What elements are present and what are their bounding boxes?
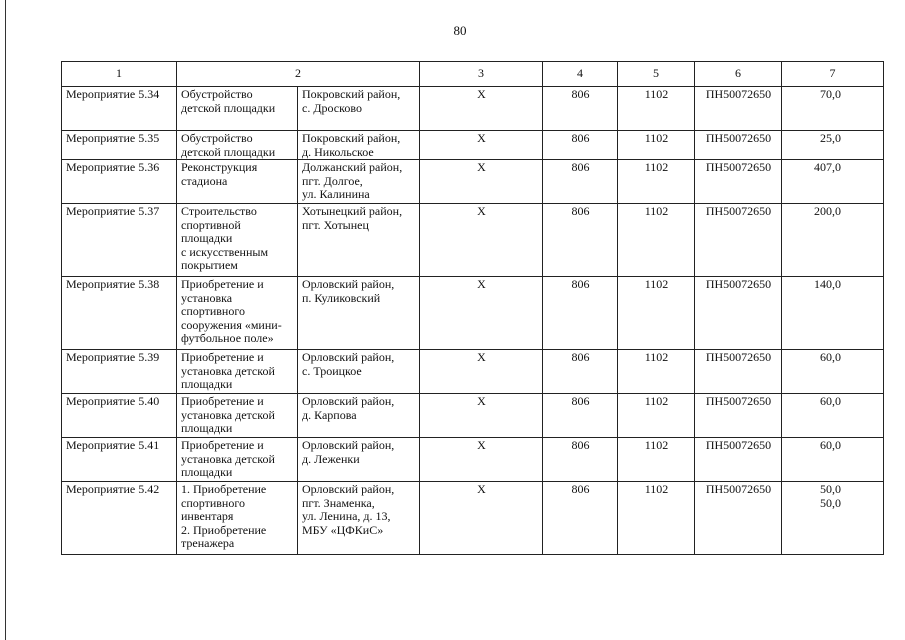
amount-cell — [782, 87, 884, 131]
measure-id-cell: Мероприятие 5.42 — [62, 482, 177, 555]
col5-cell: 1102 — [618, 350, 695, 394]
measure-name-cell-line: Обустройство — [181, 131, 253, 145]
location-cell-line: с. Троицкое — [302, 363, 362, 378]
amount-cell — [782, 277, 884, 350]
measure-id-cell: Мероприятие 5.36 — [62, 160, 177, 204]
col5-cell: 1102 — [618, 438, 695, 482]
location-cell-line: пгт. Хотынец — [302, 217, 369, 232]
measure-id-cell: Мероприятие 5.35 — [62, 131, 177, 160]
left-margin-rule — [5, 0, 6, 640]
location-cell-line: Должанский район, — [302, 160, 403, 174]
measure-name-cell-line: Строительство — [181, 204, 257, 218]
measure-name-cell-line: установка детской — [181, 451, 275, 466]
location-cell-line: пгт. Долгое, — [302, 173, 363, 188]
measure-name-cell-line: инвентаря — [181, 509, 234, 523]
measure-name-cell-line: Приобретение и — [181, 277, 264, 291]
measure-name-cell — [177, 204, 298, 277]
amount-cell — [782, 394, 884, 438]
header-cell: 6 — [695, 62, 782, 87]
col6-cell: ПН50072650 — [695, 482, 782, 555]
location-cell — [298, 204, 420, 277]
col3-cell: Х — [420, 160, 543, 204]
location-cell-line: ул. Калинина — [302, 187, 370, 201]
table-row — [62, 160, 884, 204]
location-cell-line: с. Дросково — [302, 100, 362, 115]
location-cell-line: д. Никольское — [302, 144, 374, 159]
measure-name-cell-line: Реконструкция — [181, 160, 258, 174]
table-row — [62, 277, 884, 350]
measure-name-cell-line: детской площадки — [181, 100, 276, 115]
amount-cell — [782, 204, 884, 277]
col4-cell: 806 — [543, 350, 618, 394]
measure-name-cell-line: площадки — [181, 421, 233, 435]
amount-cell — [782, 160, 884, 204]
measure-name-cell-line: площадки — [181, 465, 233, 479]
col4-cell: 806 — [543, 394, 618, 438]
header-row — [62, 62, 884, 87]
col4-cell: 806 — [543, 131, 618, 160]
measure-name-cell-line: установка детской — [181, 363, 275, 378]
amount-cell-line: 60,0 — [820, 350, 841, 364]
measure-name-cell-line: стадиона — [181, 173, 228, 188]
header-cell: 4 — [543, 62, 618, 87]
measure-id-cell: Мероприятие 5.41 — [62, 438, 177, 482]
location-cell-line: пгт. Знаменка, — [302, 495, 375, 510]
col6-cell: ПН50072650 — [695, 204, 782, 277]
col4-cell: 806 — [543, 160, 618, 204]
col5-cell: 1102 — [618, 482, 695, 555]
amount-cell — [782, 438, 884, 482]
col6-cell: ПН50072650 — [695, 131, 782, 160]
location-cell — [298, 438, 420, 482]
table-row — [62, 438, 884, 482]
measure-id-cell: Мероприятие 5.40 — [62, 394, 177, 438]
location-cell — [298, 160, 420, 204]
col3-cell: Х — [420, 204, 543, 277]
location-cell-line: Орловский район, — [302, 277, 395, 291]
col4-cell: 806 — [543, 438, 618, 482]
measure-name-cell-line: спортивного — [181, 304, 245, 318]
location-cell — [298, 350, 420, 394]
table-row — [62, 482, 884, 555]
location-cell-line: МБУ «ЦФКиС» — [302, 522, 384, 537]
location-cell — [298, 87, 420, 131]
col4-cell: 806 — [543, 87, 618, 131]
location-cell — [298, 394, 420, 438]
measure-name-cell-line: 2. Приобретение — [181, 522, 267, 537]
measure-name-cell-line: спортивного — [181, 495, 245, 510]
header-cell: 3 — [420, 62, 543, 87]
col6-cell: ПН50072650 — [695, 160, 782, 204]
col3-cell: Х — [420, 87, 543, 131]
measure-name-cell-line: Приобретение и — [181, 350, 264, 364]
col6-cell: ПН50072650 — [695, 350, 782, 394]
table-row — [62, 131, 884, 160]
measure-name-cell-line: с искусственным — [181, 244, 269, 259]
amount-cell-line: 50,0 — [820, 482, 841, 496]
amount-cell-line: 70,0 — [820, 87, 841, 101]
location-cell-line: Орловский район, — [302, 350, 395, 364]
col4-cell: 806 — [543, 482, 618, 555]
measure-name-cell-line: установка детской — [181, 407, 275, 422]
measure-id-cell: Мероприятие 5.39 — [62, 350, 177, 394]
amount-cell-line: 25,0 — [820, 131, 841, 145]
amount-cell — [782, 482, 884, 555]
amount-cell-line: 200,0 — [814, 204, 841, 218]
measure-id-cell: Мероприятие 5.34 — [62, 87, 177, 131]
amount-cell — [782, 131, 884, 160]
col6-cell: ПН50072650 — [695, 87, 782, 131]
measure-name-cell-line: футбольное поле» — [181, 331, 274, 345]
measure-name-cell-line: тренажера — [181, 536, 235, 550]
col3-cell: Х — [420, 131, 543, 160]
location-cell-line: Хотынецкий район, — [302, 204, 403, 218]
col5-cell: 1102 — [618, 87, 695, 131]
col6-cell: ПН50072650 — [695, 394, 782, 438]
measure-name-cell — [177, 438, 298, 482]
amount-cell-line: 60,0 — [820, 438, 841, 452]
measure-name-cell-line: Приобретение и — [181, 438, 264, 452]
measure-id-cell: Мероприятие 5.37 — [62, 204, 177, 277]
measure-name-cell-line: детской площадки — [181, 144, 276, 159]
location-cell-line: Орловский район, — [302, 394, 395, 408]
budget-table — [61, 61, 884, 555]
location-cell-line: ул. Ленина, д. 13, — [302, 509, 391, 523]
col3-cell: Х — [420, 482, 543, 555]
amount-cell-line: 50,0 — [820, 495, 841, 510]
measure-name-cell-line: 1. Приобретение — [181, 482, 267, 496]
amount-cell — [782, 350, 884, 394]
measure-name-cell — [177, 482, 298, 555]
measure-name-cell-line: Приобретение и — [181, 394, 264, 408]
col5-cell: 1102 — [618, 204, 695, 277]
location-cell — [298, 277, 420, 350]
measure-name-cell — [177, 394, 298, 438]
location-cell-line: Орловский район, — [302, 482, 395, 496]
col3-cell: Х — [420, 438, 543, 482]
measure-name-cell-line: сооружения «мини- — [181, 317, 282, 332]
col6-cell: ПН50072650 — [695, 277, 782, 350]
header-cell: 5 — [618, 62, 695, 87]
col6-cell: ПН50072650 — [695, 438, 782, 482]
header-cell: 2 — [177, 62, 420, 87]
col3-cell: Х — [420, 394, 543, 438]
measure-name-cell-line: площадки — [181, 377, 233, 391]
header-cell: 1 — [62, 62, 177, 87]
amount-cell-line: 407,0 — [814, 160, 841, 174]
col5-cell: 1102 — [618, 160, 695, 204]
header-cell: 7 — [782, 62, 884, 87]
measure-name-cell — [177, 131, 298, 160]
location-cell-line: д. Карпова — [302, 407, 357, 422]
location-cell-line: Покровский район, — [302, 131, 401, 145]
col4-cell: 806 — [543, 204, 618, 277]
measure-id-cell: Мероприятие 5.38 — [62, 277, 177, 350]
page-number: 80 — [453, 23, 467, 38]
col5-cell: 1102 — [618, 131, 695, 160]
col3-cell: Х — [420, 277, 543, 350]
amount-cell-line: 60,0 — [820, 394, 841, 408]
col4-cell: 806 — [543, 277, 618, 350]
location-cell-line: Орловский район, — [302, 438, 395, 452]
col5-cell: 1102 — [618, 277, 695, 350]
measure-name-cell-line: площадки — [181, 231, 233, 245]
location-cell-line: д. Леженки — [302, 451, 360, 466]
col3-cell: Х — [420, 350, 543, 394]
location-cell-line: Покровский район, — [302, 87, 401, 101]
table-row — [62, 204, 884, 277]
col5-cell: 1102 — [618, 394, 695, 438]
measure-name-cell-line: установка — [181, 290, 233, 305]
measure-name-cell — [177, 160, 298, 204]
measure-name-cell — [177, 87, 298, 131]
measure-name-cell — [177, 277, 298, 350]
table-row — [62, 87, 884, 131]
location-cell-line: п. Куликовский — [302, 290, 381, 305]
location-cell — [298, 131, 420, 160]
measure-name-cell-line: спортивной — [181, 217, 241, 232]
table-row — [62, 394, 884, 438]
measure-name-cell — [177, 350, 298, 394]
location-cell — [298, 482, 420, 555]
amount-cell-line: 140,0 — [814, 277, 841, 291]
measure-name-cell-line: покрытием — [181, 258, 238, 272]
table-row — [62, 350, 884, 394]
measure-name-cell-line: Обустройство — [181, 87, 253, 101]
